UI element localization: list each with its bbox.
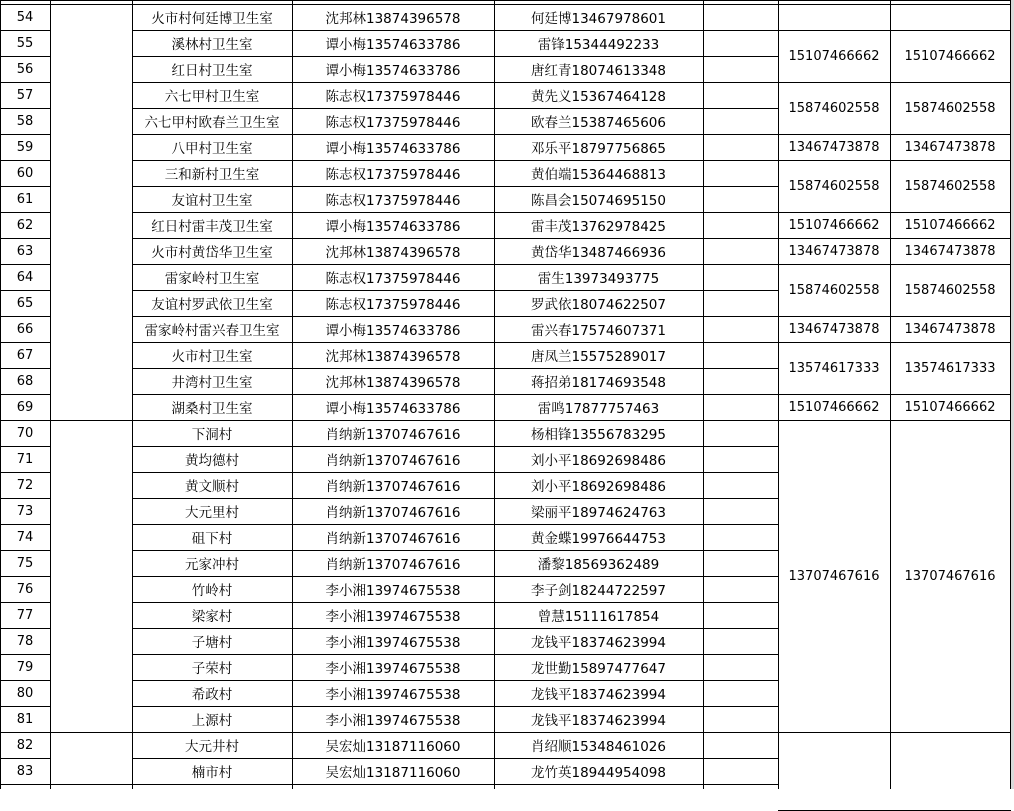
doctor-phone[interactable]: 吴宏灿13187116060 — [325, 739, 461, 755]
row-number[interactable]: 76 — [16, 581, 34, 597]
merged-phone-b[interactable]: 13467473878 — [904, 139, 996, 155]
merged-phone-a[interactable] — [778, 732, 890, 810]
row-line-blank — [703, 316, 778, 317]
row-line-blank — [703, 238, 778, 239]
merged-phone-b[interactable]: 13707467616 — [904, 568, 996, 584]
doctor-phone[interactable]: 陈志权17375978446 — [325, 89, 461, 105]
row-line-blank — [703, 290, 778, 291]
row-number[interactable]: 63 — [16, 243, 34, 259]
merged-phone-a[interactable]: 13467473878 — [788, 321, 880, 337]
row-line-body — [132, 784, 703, 785]
merged-phone-b[interactable]: 13574617333 — [904, 360, 996, 376]
row-line-blank — [703, 342, 778, 343]
village-doctor-phone[interactable]: 雷丰茂13762978425 — [531, 219, 666, 235]
clinic-name[interactable]: 六七甲村卫生室 — [164, 89, 260, 105]
doctor-phone[interactable]: 李小湘13974675538 — [325, 635, 461, 651]
merged-phone-a[interactable]: 13467473878 — [788, 139, 880, 155]
sheet-top-edge — [0, 0, 1014, 1]
row-line-blank — [703, 212, 778, 213]
row-line-blank — [703, 758, 778, 759]
merged-phone-a[interactable]: 15874602558 — [788, 100, 880, 116]
row-line-blank — [703, 732, 778, 733]
clinic-name[interactable]: 梁家村 — [191, 609, 233, 625]
doctor-phone[interactable]: 谭小梅13574633786 — [325, 401, 461, 417]
row-number[interactable]: 72 — [16, 477, 34, 493]
clinic-name[interactable]: 湖桑村卫生室 — [171, 401, 253, 417]
village-doctor-phone[interactable]: 雷兴春17574607371 — [531, 323, 666, 339]
row-line-blank — [703, 186, 778, 187]
doctor-phone[interactable]: 李小湘13974675538 — [325, 609, 461, 625]
village-doctor-phone[interactable]: 肖绍顺15348461026 — [531, 739, 666, 755]
doctor-phone[interactable]: 李小湘13974675538 — [325, 687, 461, 703]
doctor-phone[interactable]: 肖纳新13707467616 — [325, 505, 461, 521]
row-line-blank — [703, 420, 778, 421]
row-number[interactable]: 80 — [16, 685, 34, 701]
clinic-name[interactable]: 子塘村 — [191, 635, 233, 651]
group-line — [50, 732, 132, 733]
row-line-blank — [703, 524, 778, 525]
clinic-name[interactable]: 红日村雷丰茂卫生室 — [151, 219, 273, 235]
doctor-phone[interactable]: 吴宏灿13187116060 — [325, 765, 461, 781]
doctor-phone[interactable]: 谭小梅13574633786 — [325, 63, 461, 79]
village-doctor-phone[interactable]: 黄岱华13487466936 — [531, 245, 666, 261]
row-line-blank — [703, 602, 778, 603]
doctor-phone[interactable]: 沈邦林13874396578 — [325, 245, 461, 261]
village-doctor-phone[interactable]: 唐红青18074613348 — [531, 63, 666, 79]
row-number[interactable]: 64 — [16, 269, 34, 285]
merged-phone-b[interactable] — [890, 4, 1010, 30]
clinic-name[interactable]: 火市村何廷博卫生室 — [151, 11, 273, 27]
row-number[interactable]: 69 — [16, 399, 34, 415]
row-line-blank — [703, 654, 778, 655]
row-number[interactable]: 61 — [16, 191, 34, 207]
row-number[interactable]: 58 — [16, 113, 34, 129]
doctor-phone[interactable]: 谭小梅13574633786 — [325, 141, 461, 157]
clinic-name[interactable]: 黄均德村 — [185, 453, 239, 469]
merged-phone-a[interactable]: 13574617333 — [788, 360, 880, 376]
row-number[interactable]: 68 — [16, 373, 34, 389]
doctor-phone[interactable]: 陈志权17375978446 — [325, 193, 461, 209]
row-number[interactable]: 83 — [16, 763, 34, 779]
clinic-name[interactable]: 三和新村卫生室 — [164, 167, 260, 183]
doctor-phone[interactable]: 谭小梅13574633786 — [325, 37, 461, 53]
row-line-blank — [703, 628, 778, 629]
row-line-blank — [703, 784, 778, 785]
village-doctor-phone[interactable]: 龙钱平18374623994 — [531, 687, 666, 703]
row-number[interactable]: 56 — [16, 61, 34, 77]
row-line-blank — [703, 264, 778, 265]
village-doctor-phone[interactable]: 杨相锋13556783295 — [531, 427, 666, 443]
clinic-name[interactable]: 火市村黄岱华卫生室 — [151, 245, 273, 261]
row-number[interactable]: 62 — [16, 217, 34, 233]
doctor-phone[interactable]: 肖纳新13707467616 — [325, 557, 461, 573]
row-line-blank — [703, 576, 778, 577]
doctor-phone[interactable]: 沈邦林13874396578 — [325, 349, 461, 365]
merged-phone-a[interactable]: 15107466662 — [788, 399, 880, 415]
clinic-name[interactable]: 雷家岭村卫生室 — [164, 271, 260, 287]
clinic-name[interactable]: 大元里村 — [185, 505, 239, 521]
row-number[interactable]: 78 — [16, 633, 34, 649]
doctor-phone[interactable]: 肖纳新13707467616 — [325, 479, 461, 495]
village-doctor-phone[interactable]: 雷锋15344492233 — [537, 37, 660, 53]
merged-phone-a[interactable]: 15874602558 — [788, 178, 880, 194]
row-number[interactable]: 74 — [16, 529, 34, 545]
merged-phone-b[interactable]: 15107466662 — [904, 217, 996, 233]
group-line — [50, 420, 132, 421]
row-number[interactable]: 57 — [16, 87, 34, 103]
clinic-name[interactable]: 上源村 — [191, 713, 233, 729]
row-number[interactable]: 81 — [16, 711, 34, 727]
row-line-blank — [703, 498, 778, 499]
row-line-blank — [703, 550, 778, 551]
village-doctor-phone[interactable]: 雷生13973493775 — [537, 271, 660, 287]
village-doctor-phone[interactable]: 龙钱平18374623994 — [531, 635, 666, 651]
row-line-blank — [703, 82, 778, 83]
clinic-name[interactable]: 六七甲村欧春兰卫生室 — [144, 115, 280, 131]
row-line-blank — [703, 472, 778, 473]
village-doctor-phone[interactable]: 蒋招弟18174693548 — [531, 375, 666, 391]
row-line-blank — [703, 108, 778, 109]
village-doctor-phone[interactable]: 黄伯端15364468813 — [531, 167, 666, 183]
clinic-name[interactable]: 子荣村 — [191, 661, 233, 677]
merged-phone-b[interactable]: 15107466662 — [904, 48, 996, 64]
doctor-phone[interactable]: 李小湘13974675538 — [325, 713, 461, 729]
village-doctor-phone[interactable]: 唐凤兰15575289017 — [531, 349, 666, 365]
merged-phone-b[interactable] — [890, 732, 1010, 810]
clinic-name[interactable]: 友谊村罗武依卫生室 — [151, 297, 273, 313]
clinic-name[interactable]: 井湾村卫生室 — [171, 375, 253, 391]
village-doctor-phone[interactable]: 刘小平18692698486 — [531, 453, 666, 469]
doctor-phone[interactable]: 谭小梅13574633786 — [325, 219, 461, 235]
row-number[interactable]: 79 — [16, 659, 34, 675]
row-number[interactable]: 60 — [16, 165, 34, 181]
row-line-blank — [703, 30, 778, 31]
merged-phone-a[interactable] — [778, 4, 890, 30]
clinic-name[interactable]: 元家冲村 — [185, 557, 239, 573]
merged-phone-b[interactable]: 13467473878 — [904, 243, 996, 259]
doctor-phone[interactable]: 肖纳新13707467616 — [325, 453, 461, 469]
row-number[interactable]: 55 — [16, 35, 34, 51]
village-doctor-phone[interactable]: 曾慧15111617854 — [537, 609, 660, 625]
merged-phone-b[interactable]: 15874602558 — [904, 178, 996, 194]
row-line-num — [0, 784, 50, 785]
row-number[interactable]: 71 — [16, 451, 34, 467]
village-doctor-phone[interactable]: 欧春兰15387465606 — [531, 115, 666, 131]
doctor-phone[interactable]: 陈志权17375978446 — [325, 115, 461, 131]
doctor-phone[interactable]: 谭小梅13574633786 — [325, 323, 461, 339]
row-line-blank — [703, 56, 778, 57]
merged-phone-a[interactable]: 15107466662 — [788, 217, 880, 233]
clinic-name[interactable]: 下洞村 — [191, 427, 233, 443]
clinic-name[interactable]: 竹岭村 — [191, 583, 233, 599]
row-number[interactable]: 70 — [16, 425, 34, 441]
group-line — [50, 784, 132, 785]
village-doctor-phone[interactable]: 邓乐平18797756865 — [531, 141, 666, 157]
row-number[interactable]: 77 — [16, 607, 34, 623]
doctor-phone[interactable]: 沈邦林13874396578 — [325, 375, 461, 391]
merged-phone-b[interactable]: 13467473878 — [904, 321, 996, 337]
clinic-name[interactable]: 火市村卫生室 — [171, 349, 253, 365]
village-doctor-phone[interactable]: 潘黎18569362489 — [537, 557, 660, 573]
row-number[interactable]: 66 — [16, 321, 34, 337]
village-doctor-phone[interactable]: 何廷博13467978601 — [531, 11, 666, 27]
row-line-blank — [703, 134, 778, 135]
row-number[interactable]: 67 — [16, 347, 34, 363]
clinic-name[interactable]: 楠市村 — [191, 765, 233, 781]
row-number[interactable]: 59 — [16, 139, 34, 155]
clinic-name[interactable]: 溪林村卫生室 — [171, 37, 253, 53]
row-line-blank — [703, 446, 778, 447]
merged-phone-a[interactable]: 15874602558 — [788, 282, 880, 298]
doctor-phone[interactable]: 陈志权17375978446 — [325, 167, 461, 183]
village-doctor-phone[interactable]: 刘小平18692698486 — [531, 479, 666, 495]
clinic-name[interactable]: 大元井村 — [185, 739, 239, 755]
village-doctor-phone[interactable]: 黄金蝶19976644753 — [531, 531, 666, 547]
clinic-name[interactable]: 希政村 — [191, 687, 233, 703]
clinic-name[interactable]: 黄文顺村 — [185, 479, 239, 495]
village-doctor-phone[interactable]: 龙竹英18944954098 — [531, 765, 666, 781]
clinic-name[interactable]: 八甲村卫生室 — [171, 141, 253, 157]
merged-phone-b[interactable]: 15107466662 — [904, 399, 996, 415]
row-number[interactable]: 82 — [16, 737, 34, 753]
group-line — [50, 4, 132, 5]
row-line-blank — [703, 394, 778, 395]
clinic-name[interactable]: 友谊村卫生室 — [171, 193, 253, 209]
village-doctor-phone[interactable]: 龙钱平18374623994 — [531, 713, 666, 729]
doctor-phone[interactable]: 陈志权17375978446 — [325, 271, 461, 287]
village-doctor-phone[interactable]: 李子剑18244722597 — [531, 583, 666, 599]
clinic-name[interactable]: 红日村卫生室 — [171, 63, 253, 79]
village-doctor-phone[interactable]: 罗武依18074622507 — [531, 297, 666, 313]
row-line-blank — [703, 160, 778, 161]
merged-phone-a[interactable]: 13707467616 — [788, 568, 880, 584]
doctor-phone[interactable]: 沈邦林13874396578 — [325, 11, 461, 27]
row-line-blank — [703, 4, 778, 5]
doctor-phone[interactable]: 李小湘13974675538 — [325, 583, 461, 599]
row-line-blank — [703, 680, 778, 681]
row-number[interactable]: 65 — [16, 295, 34, 311]
village-doctor-phone[interactable]: 雷鸣17877757463 — [537, 401, 660, 417]
merged-phone-a[interactable]: 15107466662 — [788, 48, 880, 64]
merged-phone-b[interactable]: 15874602558 — [904, 100, 996, 116]
village-doctor-phone[interactable]: 龙世勤15897477647 — [531, 661, 666, 677]
row-line-blank — [703, 368, 778, 369]
village-doctor-phone[interactable]: 梁丽平18974624763 — [531, 505, 666, 521]
doctor-phone[interactable]: 肖纳新13707467616 — [325, 531, 461, 547]
row-line-blank — [703, 706, 778, 707]
doctor-phone[interactable]: 李小湘13974675538 — [325, 661, 461, 677]
clinic-name[interactable]: 雷家岭村雷兴春卫生室 — [144, 323, 280, 339]
row-number[interactable]: 75 — [16, 555, 34, 571]
doctor-phone[interactable]: 肖纳新13707467616 — [325, 427, 461, 443]
row-number[interactable]: 73 — [16, 503, 34, 519]
row-number[interactable]: 54 — [16, 9, 34, 25]
doctor-phone[interactable]: 陈志权17375978446 — [325, 297, 461, 313]
merged-phone-b[interactable]: 15874602558 — [904, 282, 996, 298]
village-doctor-phone[interactable]: 黄先义15367464128 — [531, 89, 666, 105]
column-line-1 — [50, 0, 51, 789]
merged-phone-a[interactable]: 13467473878 — [788, 243, 880, 259]
clinic-name[interactable]: 砠下村 — [191, 531, 233, 547]
village-doctor-phone[interactable]: 陈昌会15074695150 — [531, 193, 666, 209]
